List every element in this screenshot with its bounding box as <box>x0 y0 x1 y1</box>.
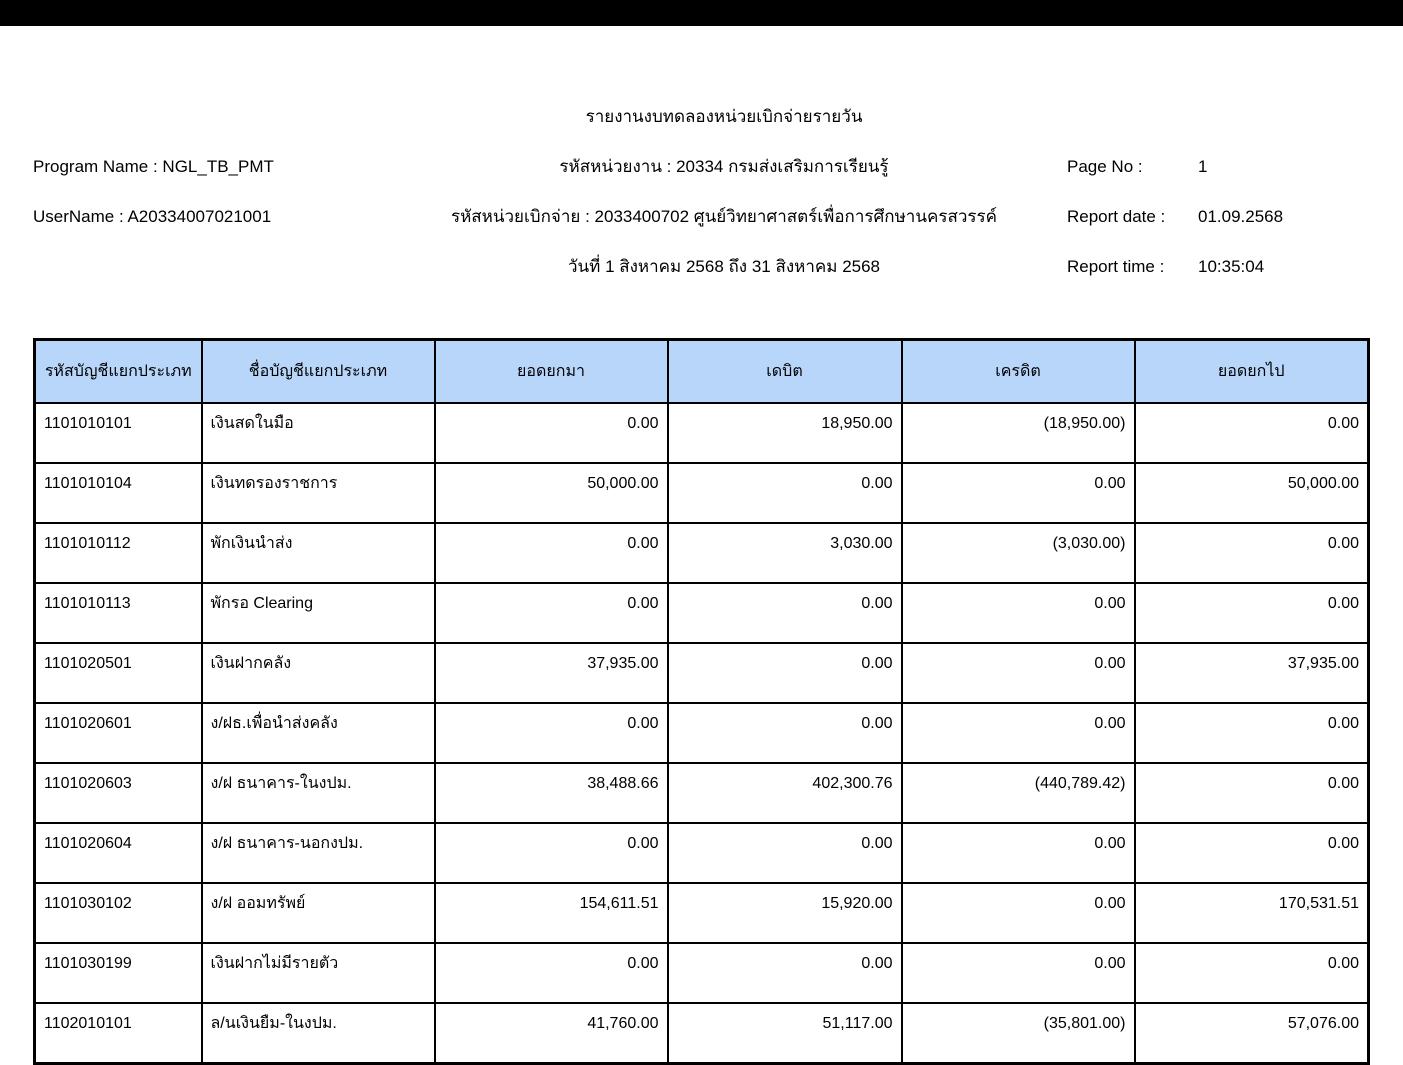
column-header-closing-balance: ยอดยกไป <box>1135 340 1369 404</box>
amount-cell: 0.00 <box>1135 703 1369 763</box>
account-code-cell: 1101020501 <box>35 643 202 703</box>
amount-cell: 170,531.51 <box>1135 883 1369 943</box>
account-code-cell: 1101020603 <box>35 763 202 823</box>
column-header-account-code: รหัสบัญชีแยกประเภท <box>35 340 202 404</box>
amount-cell: 402,300.76 <box>668 763 902 823</box>
amount-cell: 0.00 <box>668 643 902 703</box>
account-code-cell: 1101010104 <box>35 463 202 523</box>
amount-cell: (3,030.00) <box>902 523 1135 583</box>
amount-cell: 0.00 <box>902 463 1135 523</box>
table-body <box>35 403 1369 1064</box>
amount-cell: 0.00 <box>668 463 902 523</box>
account-name-cell: พักเงินนำส่ง <box>202 523 435 583</box>
report-date-value: 01.09.2568 <box>1198 207 1284 226</box>
account-code-cell: 1101010101 <box>35 403 202 463</box>
top-bar <box>0 0 1403 26</box>
table-row <box>35 403 1369 463</box>
account-name-cell: ง/ฝ ออมทรัพย์ <box>202 883 435 943</box>
account-name-cell: เงินสดในมือ <box>202 403 435 463</box>
amount-cell: 0.00 <box>668 703 902 763</box>
amount-cell: 0.00 <box>902 883 1135 943</box>
account-name-cell: เงินฝากไม่มีรายตัว <box>202 943 435 1003</box>
amount-cell: 0.00 <box>668 583 902 643</box>
account-name-cell: ง/ฝ ธนาคาร-นอกงปม. <box>202 823 435 883</box>
account-name-cell: พักรอ Clearing <box>202 583 435 643</box>
table-row <box>35 823 1369 883</box>
date-range-line: วันที่ 1 สิงหาคม 2568 ถึง 31 สิงหาคม 2568 <box>567 257 881 276</box>
account-name-cell: ง/ฝธ.เพื่อนำส่งคลัง <box>202 703 435 763</box>
amount-cell: 57,076.00 <box>1135 1003 1369 1064</box>
amount-cell: 3,030.00 <box>668 523 902 583</box>
amount-cell: 0.00 <box>1135 403 1369 463</box>
table-row <box>35 883 1369 943</box>
amount-cell: 0.00 <box>1135 823 1369 883</box>
amount-cell: 0.00 <box>902 583 1135 643</box>
table-row <box>35 523 1369 583</box>
account-code-cell: 1101020601 <box>35 703 202 763</box>
table-row <box>35 643 1369 703</box>
amount-cell: 37,935.00 <box>435 643 668 703</box>
account-name-cell: เงินทดรองราชการ <box>202 463 435 523</box>
amount-cell: 0.00 <box>902 943 1135 1003</box>
amount-cell: 15,920.00 <box>668 883 902 943</box>
amount-cell: (18,950.00) <box>902 403 1135 463</box>
amount-cell: 41,760.00 <box>435 1003 668 1064</box>
account-code-cell: 1101020604 <box>35 823 202 883</box>
account-name-cell: เงินฝากคลัง <box>202 643 435 703</box>
table-header-row <box>35 340 1369 404</box>
amount-cell: 0.00 <box>435 943 668 1003</box>
agency-code-line: รหัสหน่วยงาน : 20334 กรมส่งเสริมการเรียนรู้ <box>559 157 889 176</box>
page-no-value: 1 <box>1198 157 1208 176</box>
program-name-line: Program Name : NGL_TB_PMT <box>33 157 274 176</box>
amount-cell: 0.00 <box>902 703 1135 763</box>
report-title: รายงานงบทดลองหน่วยเบิกจ่ายรายวัน <box>585 107 863 126</box>
table-row <box>35 763 1369 823</box>
account-code-cell: 1102010101 <box>35 1003 202 1064</box>
account-name-cell: ล/นเงินยืม-ในงปม. <box>202 1003 435 1064</box>
column-header-opening-balance: ยอดยกมา <box>435 340 668 404</box>
account-code-cell: 1101030199 <box>35 943 202 1003</box>
account-code-cell: 1101010113 <box>35 583 202 643</box>
amount-cell: 0.00 <box>435 523 668 583</box>
amount-cell: (35,801.00) <box>902 1003 1135 1064</box>
account-code-cell: 1101010112 <box>35 523 202 583</box>
amount-cell: 50,000.00 <box>1135 463 1369 523</box>
table-row <box>35 1003 1369 1064</box>
amount-cell: 0.00 <box>435 583 668 643</box>
column-header-debit: เดบิต <box>668 340 902 404</box>
column-header-credit: เครดิต <box>902 340 1135 404</box>
amount-cell: 0.00 <box>435 823 668 883</box>
table-row <box>35 943 1369 1003</box>
amount-cell: 38,488.66 <box>435 763 668 823</box>
account-name-cell: ง/ฝ ธนาคาร-ในงปม. <box>202 763 435 823</box>
amount-cell: 18,950.00 <box>668 403 902 463</box>
amount-cell: 51,117.00 <box>668 1003 902 1064</box>
amount-cell: (440,789.42) <box>902 763 1135 823</box>
amount-cell: 50,000.00 <box>435 463 668 523</box>
amount-cell: 0.00 <box>1135 763 1369 823</box>
username-line: UserName : A20334007021001 <box>33 207 272 226</box>
trial-balance-table <box>33 338 1370 1065</box>
amount-cell: 0.00 <box>668 823 902 883</box>
page-no-label: Page No : <box>1067 157 1143 176</box>
report-time-label: Report time : <box>1067 257 1165 276</box>
disbursement-unit-line: รหัสหน่วยเบิกจ่าย : 2033400702 ศูนย์วิทยาศาสตร์เพื่อการศึกษานครสวรรค์ <box>450 207 998 226</box>
table-row <box>35 463 1369 523</box>
report-date-label: Report date : <box>1067 207 1166 226</box>
column-header-account-name: ชื่อบัญชีแยกประเภท <box>202 340 435 404</box>
table-row <box>35 703 1369 763</box>
amount-cell: 0.00 <box>902 643 1135 703</box>
amount-cell: 37,935.00 <box>1135 643 1369 703</box>
report-time-value: 10:35:04 <box>1198 257 1265 276</box>
amount-cell: 0.00 <box>1135 523 1369 583</box>
amount-cell: 0.00 <box>1135 943 1369 1003</box>
amount-cell: 0.00 <box>902 823 1135 883</box>
amount-cell: 154,611.51 <box>435 883 668 943</box>
amount-cell: 0.00 <box>668 943 902 1003</box>
amount-cell: 0.00 <box>435 703 668 763</box>
amount-cell: 0.00 <box>1135 583 1369 643</box>
table-row <box>35 583 1369 643</box>
amount-cell: 0.00 <box>435 403 668 463</box>
account-code-cell: 1101030102 <box>35 883 202 943</box>
